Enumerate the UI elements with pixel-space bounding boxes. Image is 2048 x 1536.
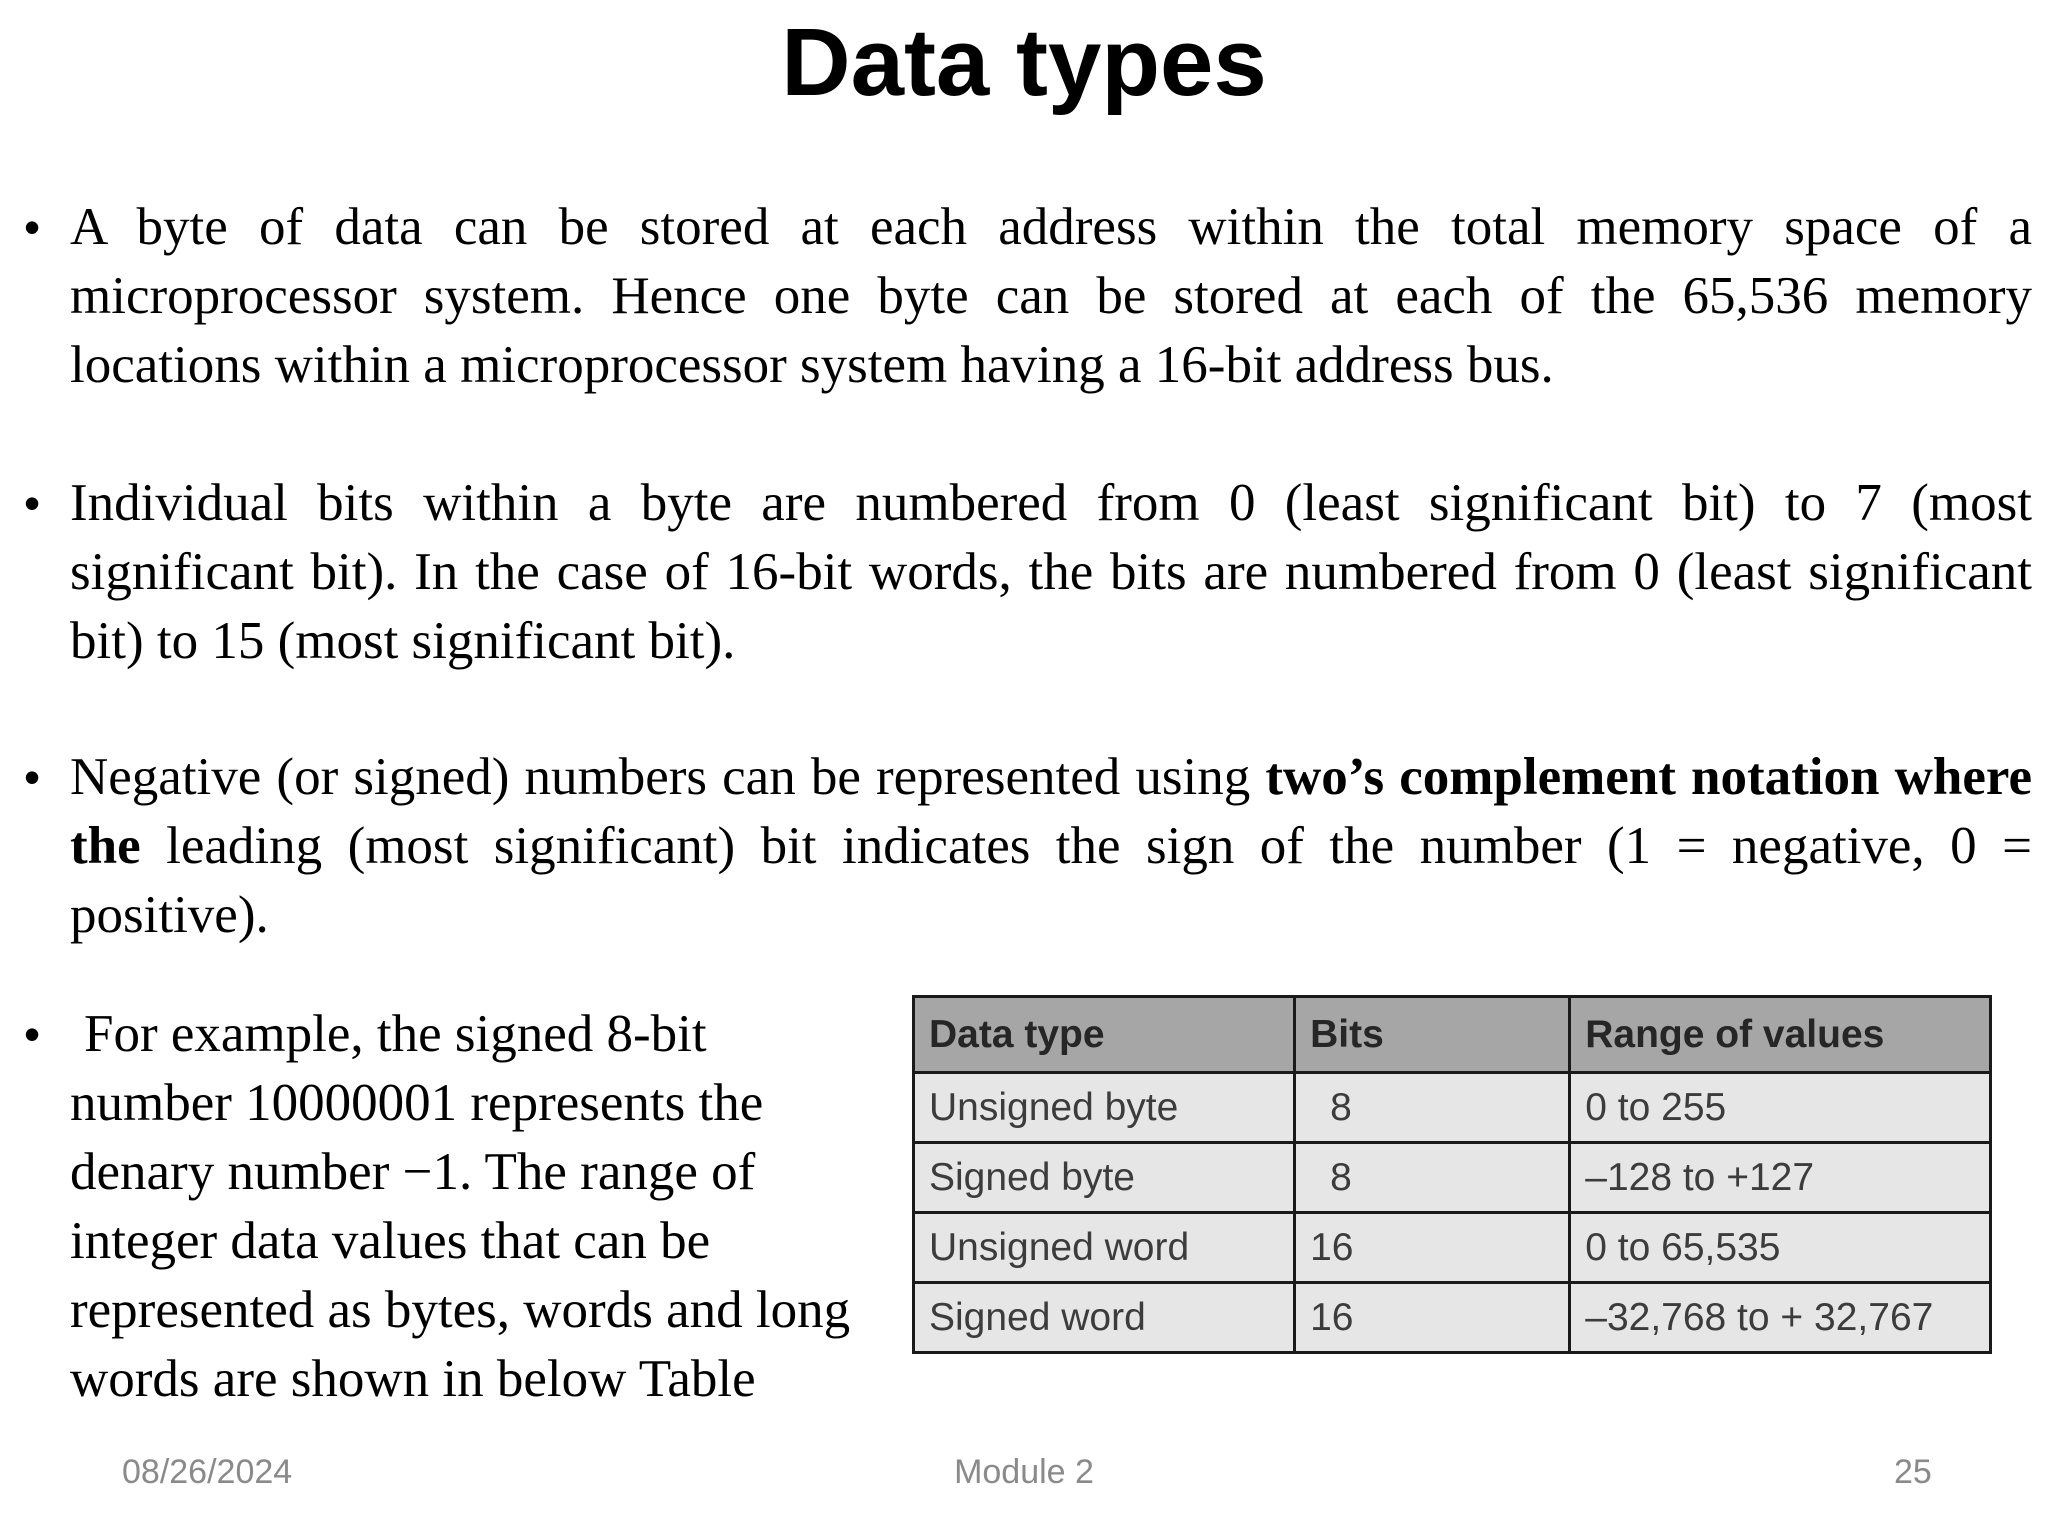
header-bits: Bits — [1295, 997, 1570, 1073]
cell-bits: 8 — [1295, 1143, 1570, 1213]
footer-date: 08/26/2024 — [122, 1453, 293, 1491]
cell-range: –128 to +127 — [1570, 1143, 1991, 1213]
bullet-example — [24, 1000, 860, 1414]
bullet-text: Individual bits within a byte are numbered from 0 (least significant bit) to 7 (most significant bit). In the case of 16-bit words, the bits are numbered from 0 (least significant bit) to 15 (most significant bit). — [70, 474, 2032, 670]
table-header-row — [914, 997, 1991, 1073]
cell-data-type: Signed word — [914, 1283, 1295, 1353]
cell-bits: 16 — [1295, 1213, 1570, 1283]
bullet-dot: • — [24, 201, 41, 253]
header-data-type: Data type — [914, 997, 1295, 1073]
cell-range: 0 to 255 — [1570, 1073, 1991, 1143]
bullet-dot: • — [24, 477, 41, 529]
bullet-text: A byte of data can be stored at each address within the total memory space of a microprocessor system. Hence one byte can be stored at each of the 65,536 memory locations within a microprocessor system having a 16-bit address bus. — [70, 198, 2032, 394]
slide-title: Data types — [781, 9, 1267, 116]
bullet-dot: • — [24, 1008, 41, 1060]
table-row — [914, 1143, 1991, 1213]
bullet-text-bold: two’s complement notation where the — [70, 748, 2032, 875]
cell-range: 0 to 65,535 — [1570, 1213, 1991, 1283]
cell-bits: 16 — [1295, 1283, 1570, 1353]
bullet-bit-numbering — [24, 469, 2032, 676]
bullet-text-after: leading (most significant) bit indicates the sign of the number (1 = negative, 0 = positive). — [70, 817, 2032, 944]
header-range: Range of values — [1570, 997, 1991, 1073]
table-row — [914, 1213, 1991, 1283]
footer-module: Module 2 — [954, 1453, 1094, 1491]
bullet-dot: • — [24, 751, 41, 803]
table-row — [914, 1073, 1991, 1143]
table-row — [914, 1283, 1991, 1353]
cell-data-type: Signed byte — [914, 1143, 1295, 1213]
bullet-text: For example, the signed 8-bit number 10000001 represents the denary number −1. The range of integer data values that can be represented as bytes, words and long words are shown in below Table — [70, 1005, 851, 1408]
bullet-twos-complement — [24, 743, 2032, 950]
bullet-text-before: Negative (or signed) numbers can be represented using — [70, 748, 1266, 806]
bullet-memory-address — [24, 193, 2032, 400]
cell-data-type: Unsigned word — [914, 1213, 1295, 1283]
cell-range: –32,768 to + 32,767 — [1570, 1283, 1991, 1353]
data-types-table — [912, 995, 1992, 1354]
footer-page-number: 25 — [1894, 1453, 1932, 1491]
cell-data-type: Unsigned byte — [914, 1073, 1295, 1143]
cell-bits: 8 — [1295, 1073, 1570, 1143]
